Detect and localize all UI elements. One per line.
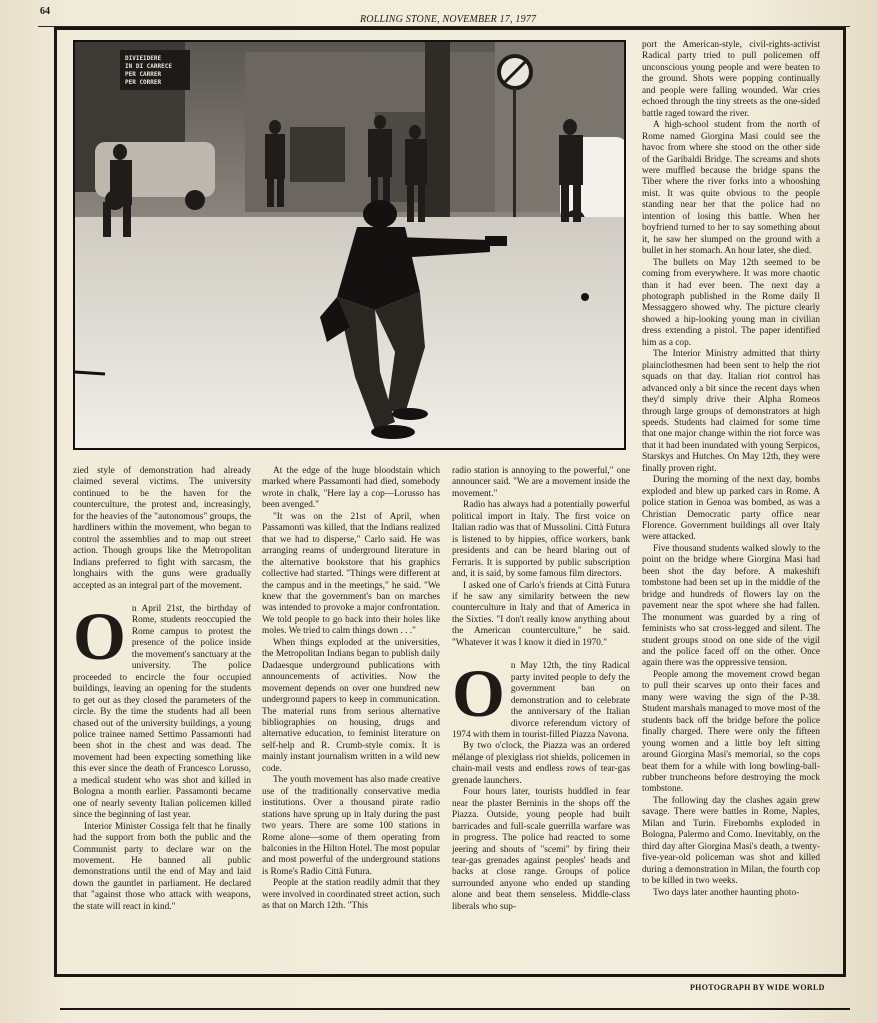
- paragraph: zied style of demonstration had already claimed several victims. The university continued to be the haven for the counterculture, the protest and, increasingly, for the heavies of the "autonomous" groups, the hardliners within the movement, who began to control the assemblies and to map out street action. Though groups like the Metropolitan Indians preferred to fight with sarcasm, the longhairs with the guns were gradually accepted as an integral part of the movement.: [73, 466, 251, 591]
- paragraph: People at the station readily admit that they were involved in coordinated street action, such as that on March 12th. "This: [262, 878, 440, 912]
- paragraph: Interior Minister Cossiga felt that he finally had the support from both the public and the Communist party to declare war on the movement. He banned all public demonstrations until the end of May and laid down the gauntlet in parliament. He declared that "against those who attack with weapons, the state will react in kind.": [73, 821, 251, 912]
- bottom-rule: [60, 1008, 850, 1010]
- paragraph: The following day the clashes again grew savage. There were battles in Rome, Naples, Milan and Turin. Firebombs exploded in Bologna, Palermo and Como. Inevitably, on the third day after Giorgina Masi's death, a twenty-five-year-old policeman was shot and killed during a demonstration in Milan, the fourth cop to be killed in two weeks.: [642, 795, 820, 887]
- sign-line-2: IN DI CARRECE: [125, 63, 172, 70]
- dropcap-letter: O: [452, 655, 505, 732]
- paragraph: "It was on the 21st of April, when Passamonti was killed, that the Indians realized that we had to disperse," Carlo said. He was arranging reams of underground literature in the alternative bookstore that his graphics collective had started. "Things were different at the campus and in the meetings," he said. "We knew that the government's ban on marches was intended to provoke a major confrontation. We told people to go back into their holes like moles. We tried to calm things down . . .": [262, 511, 440, 637]
- dropcap-letter: O: [73, 597, 126, 674]
- dropcap-paragraph: [452, 655, 630, 741]
- paragraph: The Interior Ministry admitted that thirty plainclothesmen had been sent to help the riot squads on that day. Italian riot control has advanced only a bit since the recent days when they'd simply drive their Alpha Romeos through large groups of demonstrators at high speeds. Students had claimed for some time that one major change within the riot force was that it had been inundated with young Serpicos, Starskys and Hutches. On May 12th, they were finally proven right.: [642, 349, 820, 474]
- paragraph: n April 21st, the birthday of Rome, students reoccupied the Rome campus to protest the presence of the police inside the movement's sanctuary at the university. The police proceeded to encircle the four occupied buildings, leaving an opening for the students to get out as they closed the parameters of the circle. By the time the students had all been chased out of the university buildings, a young police trainee named Settimo Passamonti had been shot in the chest and was dead. The movement had been expecting something like this ever since the death of Francesco Lorusso, a medical student who was shot and killed in Bologna a month earlier. Passamonti became one of nearly seventy Italian policemen killed since the beginning of last year.: [73, 603, 251, 821]
- paragraph: During the morning of the next day, bombs exploded and blew up parked cars in Rome. A police station in Genoa was bombed, as was a Christian Democratic party office near Florence. Government buildings all over Italy were attacked.: [642, 475, 820, 543]
- masthead: ROLLING STONE, NOVEMBER 17, 1977: [360, 14, 537, 25]
- page-number: 64: [40, 6, 50, 17]
- sign-line-3: PER CARRER: [125, 71, 162, 78]
- article-column-1: [73, 466, 251, 913]
- paragraph: Two days later another haunting photo-: [653, 887, 800, 898]
- paragraph: Five thousand students walked slowly to the point on the bridge where Giorgina Masi had been shot the day before. A makeshift tombstone had been set up in the middle of the bridge and hundreds of flowers lay on the pavement near the spot where she had fallen. The monument was guarded by a ring of feminists who sat cross-legged and silent. The student groups stood on one side of the vigil and the police faced off on the other. Once again there was the oppressive tension.: [642, 543, 820, 669]
- paragraph: When things exploded at the universities, the Metropolitan Indians began to publish daily Dadaesque underground publications with announcements of activities. Now the movement depends on over one hundred new underground papers to keep in communication. The material runs from serious alternative bibliographies on housing, drugs and alternative education, to feminist literature on self-help and R. Crumb-style comix. It is mainly instant journalism written in a wild new code.: [262, 637, 440, 774]
- paragraph: Four hours later, tourists huddled in fear near the plaster Berninis in the shops off the Piazza. Outside, young people had built barricades and full-scale guerrilla warfare was in progress. The police had reacted to some jeering and shouts of "scemi" by firing their tear-gas grenades against peoples' heads and backs at close range. Groups of police surrounded anyone who ended up standing alone and beat them senseless. Middle-class liberals who sup-: [452, 787, 630, 912]
- article-column-3: [452, 466, 630, 913]
- paragraph: port the American-style, civil-rights-activist Radical party tried to pull policemen off unconscious young people and were beaten to the ground. Shots were popping continually and people were falling wounded. War cries echoed through the tiny streets as the one-sided battle raged toward the river.: [642, 40, 820, 119]
- photo-illustration: [75, 42, 626, 450]
- news-photograph: [73, 40, 626, 450]
- paragraph: People among the movement crowd began to pull their scarves up onto their faces and many were waving the sign of the P-38. Student marshals managed to move most of the students back off the bridge before the police finally charged. There were only the fifteen young women and a little boy left sitting around Giorgina Masi's memorial, so the cops beat them for a while with long bowling-ball-rubber truncheons before destroying the mock tombstone.: [642, 669, 820, 795]
- paragraph: The bullets on May 12th seemed to be coming from everywhere. It was more chaotic than it had ever been. The next day a photograph published in the Rome daily Il Messaggero showed why. The picture clearly showed a hip-looking young man in civilian dress extending a pistol. The paper identified him as a cop.: [642, 257, 820, 348]
- article-column-2: [262, 466, 440, 913]
- paragraph: n May 12th, the tiny Radical party invited people to defy the government ban on demonstration and to celebrate the anniversary of the Italian divorce referendum victory of 1974 with them in tourist-filled Piazza Navona.: [452, 661, 630, 740]
- sign-line-4: PER CORRER: [125, 79, 162, 86]
- paragraph: radio station is annoying to the powerful," one announcer said. "We are a movement inside the movement.": [452, 466, 630, 499]
- paragraph: I asked one of Carlo's friends at Città Futura if he saw any similarity between the new counterculture in Italy and that of America in the Sixties. "I don't really know anything about the American counterculture," he said. "Whatever it was I know it died in 1970.": [452, 580, 630, 648]
- dropcap-paragraph: [73, 597, 251, 822]
- paragraph: At the edge of the huge bloodstain which marked where Passamonti had died, somebody wrote in chalk, "Here lay a cop—Lorusso has been avenged.": [262, 466, 440, 511]
- paragraph: The youth movement has also made creative use of the traditionally conservative media institutions. Over a thousand pirate radio stations have sprung up in Italy during the past two years. There are some 100 stations in Rome alone—some of them operating from balconies in the Hilton Hotel. The most popular and most powerful of the underground stations is Rome's Radio Città Futura.: [262, 775, 440, 877]
- sign-line-1: DIVIEIDERE: [125, 55, 162, 62]
- paragraph: A high-school student from the north of Rome named Giorgina Masi could see the havoc from where she stood on the other side of the Garibaldi Bridge. The screams and shots were muffled because the bridge spans the Tiber where the river forks into a whooshing mist. It was quite obvious to the people standing near her that the police had no intention of losing this battle. When her boyfriend turned to her to say something about it, he saw her slumped on the ground with a bullet in her stomach. An hour later, she died.: [642, 120, 820, 257]
- article-column-4: [642, 40, 820, 899]
- paragraph: Radio has always had a potentially powerful political import in Italy. The first voice on Italian radio was that of Mussolini. Città Futura is listened to by hippies, office workers, bank presidents and can be heard blaring out of Ferraris. It is supported by public subscription and, it is said, by some famous film directors.: [452, 500, 630, 580]
- paragraph: By two o'clock, the Piazza was an ordered mélange of plexiglass riot shields, policemen in chain-mail vests and endless rows of tear-gas grenade launchers.: [452, 741, 630, 786]
- photo-credit: PHOTOGRAPH BY WIDE WORLD: [690, 983, 825, 992]
